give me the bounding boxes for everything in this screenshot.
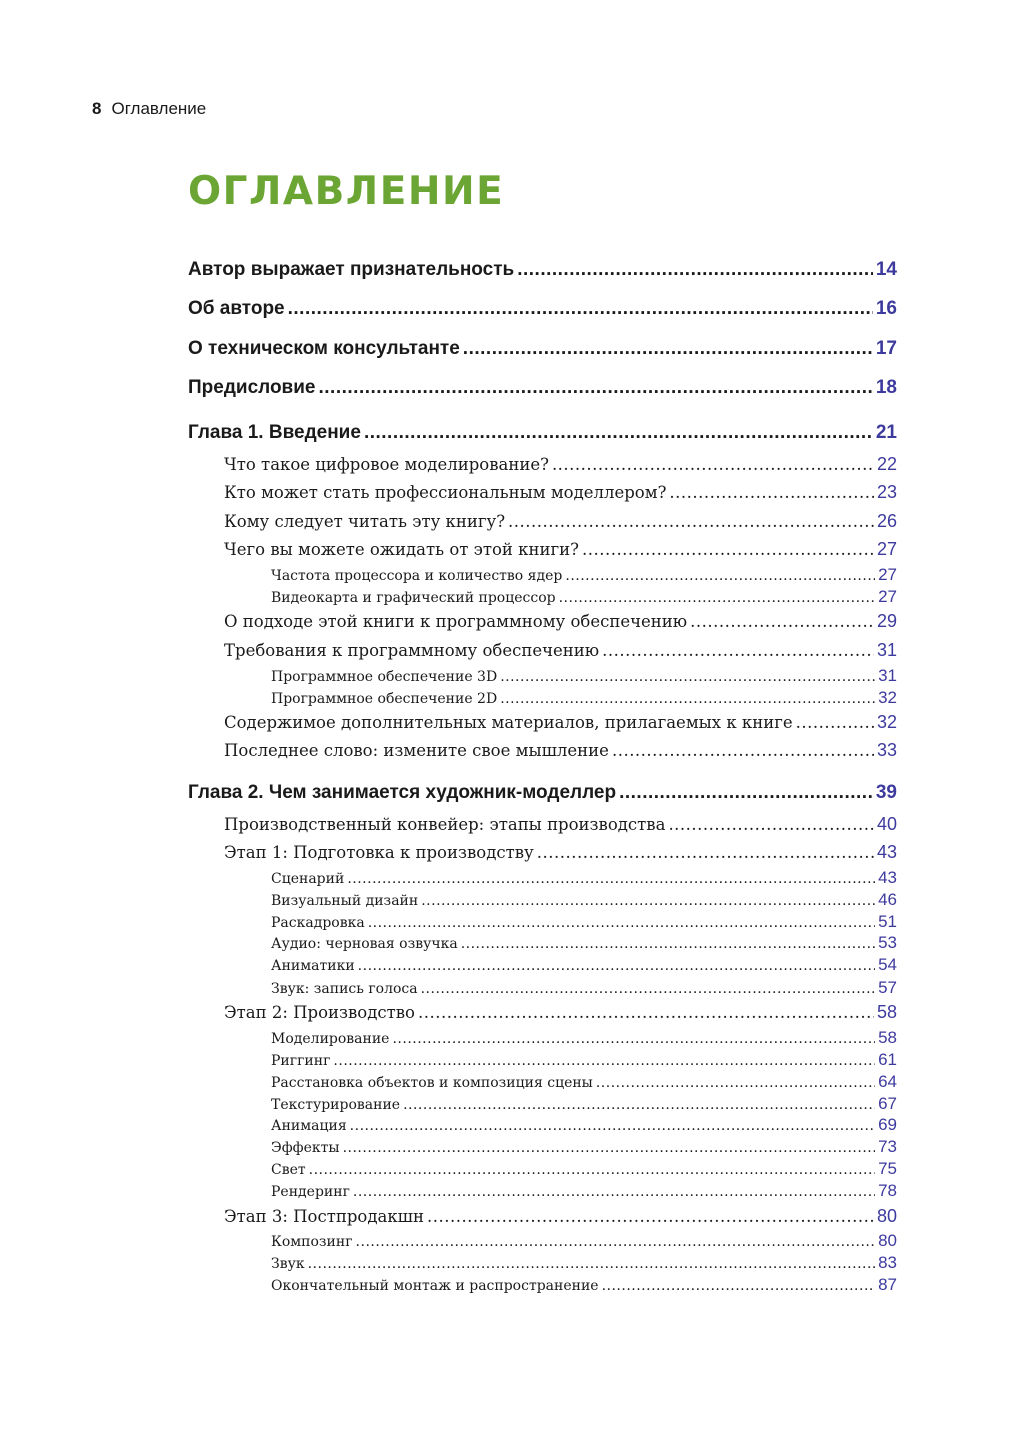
toc-entry-section[interactable] bbox=[224, 1206, 897, 1227]
toc-entry-label: Чего вы можете ожидать от этой книги? bbox=[224, 540, 579, 559]
toc-entry-label: Риггинг bbox=[271, 1053, 331, 1069]
toc-entry-page: 78 bbox=[878, 1181, 897, 1200]
toc-entry-subsection[interactable] bbox=[271, 1159, 897, 1179]
toc-entry-subsection[interactable] bbox=[271, 912, 897, 932]
dot-leader bbox=[669, 483, 874, 502]
dot-leader bbox=[619, 782, 873, 804]
toc-entry-label: Этап 2: Производство bbox=[224, 1003, 415, 1022]
toc-entry-section[interactable] bbox=[224, 611, 897, 632]
toc-entry-label: Расстановка объектов и композиция сцены bbox=[271, 1075, 593, 1091]
dot-leader bbox=[350, 1118, 875, 1134]
toc-entry-subsection[interactable] bbox=[271, 1231, 897, 1251]
toc-entry-label: Программное обеспечение 2D bbox=[271, 691, 498, 707]
toc-entry-section[interactable] bbox=[224, 814, 897, 835]
dot-leader bbox=[358, 958, 875, 974]
page-title: ОГЛАВЛЕНИЕ bbox=[188, 169, 505, 214]
toc-entry-label: Раскадровка bbox=[271, 915, 365, 931]
toc-entry-chapter-2[interactable] bbox=[188, 782, 897, 804]
dot-leader bbox=[508, 512, 874, 531]
running-head bbox=[92, 99, 206, 119]
dot-leader bbox=[333, 1053, 875, 1069]
dot-leader bbox=[500, 691, 875, 707]
toc-entry-page: 32 bbox=[878, 688, 897, 707]
toc-entry-subsection[interactable] bbox=[271, 1181, 897, 1201]
toc-entry-page: 58 bbox=[876, 1002, 897, 1022]
toc-entry-page: 27 bbox=[878, 587, 897, 606]
toc-entry-label: Анимация bbox=[271, 1118, 347, 1134]
toc-entry-page: 67 bbox=[878, 1094, 897, 1113]
toc-entry-page: 27 bbox=[878, 565, 897, 584]
toc-entry-page: 18 bbox=[875, 377, 897, 398]
toc-entry-label: Свет bbox=[271, 1162, 306, 1178]
dot-leader bbox=[463, 338, 873, 360]
toc-entry-page: 33 bbox=[876, 740, 897, 760]
dot-leader bbox=[343, 1140, 876, 1156]
toc-entry-subsection[interactable] bbox=[271, 1253, 897, 1273]
dot-leader bbox=[418, 1003, 874, 1022]
toc-entry-page: 26 bbox=[876, 511, 897, 531]
dot-leader bbox=[288, 298, 873, 320]
dot-leader bbox=[427, 1207, 874, 1226]
toc-entry-page: 80 bbox=[878, 1231, 897, 1250]
toc-entry-preface[interactable] bbox=[188, 377, 897, 399]
toc-entry-page: 17 bbox=[875, 338, 897, 359]
toc-entry-page: 57 bbox=[878, 978, 897, 997]
dot-leader bbox=[392, 1031, 875, 1047]
toc-entry-page: 51 bbox=[878, 912, 897, 931]
toc-entry-label: Звук bbox=[271, 1256, 305, 1272]
dot-leader bbox=[500, 669, 875, 685]
toc-entry-label: Кто может стать профессиональным моделлером? bbox=[224, 483, 667, 502]
toc-entry-label: О техническом консультанте bbox=[188, 338, 460, 359]
toc-entry-label: Аниматики bbox=[271, 958, 355, 974]
toc-entry-page: 14 bbox=[875, 259, 897, 280]
toc-entry-acknowledgements[interactable] bbox=[188, 259, 897, 281]
toc-entry-label: Видеокарта и графический процессор bbox=[271, 590, 556, 606]
toc-entry-section[interactable] bbox=[224, 454, 897, 475]
toc-entry-label: Моделирование bbox=[271, 1031, 390, 1047]
dot-leader bbox=[421, 981, 875, 997]
toc-entry-subsection[interactable] bbox=[271, 1275, 897, 1295]
dot-leader bbox=[421, 893, 875, 909]
toc-entry-subsection[interactable] bbox=[271, 688, 897, 708]
toc-entry-page: 73 bbox=[878, 1137, 897, 1156]
toc-entry-page: 23 bbox=[876, 482, 897, 502]
dot-leader bbox=[353, 1184, 875, 1200]
toc-entry-section[interactable] bbox=[224, 539, 897, 560]
toc-entry-label: Визуальный дизайн bbox=[271, 893, 419, 909]
toc-entry-label: Этап 1: Подготовка к производству bbox=[224, 843, 534, 862]
toc-entry-label: Композинг bbox=[271, 1234, 353, 1250]
toc-entry-page: 58 bbox=[878, 1028, 897, 1047]
toc-entry-section[interactable] bbox=[224, 482, 897, 503]
toc-entry-label: Звук: запись голоса bbox=[271, 981, 418, 997]
toc-entry-label: Содержимое дополнительных материалов, прилагаемых к книге bbox=[224, 713, 793, 732]
dot-leader bbox=[559, 590, 875, 606]
dot-leader bbox=[552, 455, 874, 474]
toc-entry-label: Рендеринг bbox=[271, 1184, 350, 1200]
toc-entry-subsection[interactable] bbox=[271, 1115, 897, 1135]
dot-leader bbox=[364, 422, 873, 444]
toc-entry-page: 61 bbox=[878, 1050, 897, 1069]
toc-entry-label: Окончательный монтаж и распространение bbox=[271, 1278, 599, 1294]
toc-entry-subsection[interactable] bbox=[271, 1137, 897, 1157]
toc-entry-page: 31 bbox=[878, 666, 897, 685]
toc-entry-label: Об авторе bbox=[188, 298, 285, 319]
dot-leader bbox=[347, 871, 875, 887]
toc-entry-label: Требования к программному обеспечению bbox=[224, 641, 600, 660]
toc-entry-subsection[interactable] bbox=[271, 1028, 897, 1048]
toc-entry-subsection[interactable] bbox=[271, 1072, 897, 1092]
toc-entry-label: Автор выражает признательность bbox=[188, 259, 515, 280]
dot-leader bbox=[582, 540, 874, 559]
toc-entry-subsection[interactable] bbox=[271, 933, 897, 953]
toc-entry-page: 54 bbox=[878, 955, 897, 974]
toc-entry-about-author[interactable] bbox=[188, 298, 897, 320]
toc-entry-subsection[interactable] bbox=[271, 1050, 897, 1070]
toc-entry-section[interactable] bbox=[224, 640, 897, 661]
toc-entry-page: 16 bbox=[875, 298, 897, 319]
toc-entry-page: 29 bbox=[876, 611, 897, 631]
toc-entry-label: Программное обеспечение 3D bbox=[271, 669, 498, 685]
toc-entry-label: Что такое цифровое моделирование? bbox=[224, 455, 549, 474]
toc-entry-subsection[interactable] bbox=[271, 565, 897, 585]
toc-entry-label: Производственный конвейер: этапы производства bbox=[224, 815, 666, 834]
toc-entry-page: 39 bbox=[875, 782, 897, 803]
dot-leader bbox=[461, 936, 875, 952]
running-head-page-number: 8 bbox=[92, 99, 102, 118]
dot-leader bbox=[517, 259, 873, 281]
dot-leader bbox=[308, 1256, 875, 1272]
toc-entry-chapter-1[interactable] bbox=[188, 422, 897, 444]
dot-leader bbox=[309, 1162, 875, 1178]
toc-entry-section[interactable] bbox=[224, 740, 897, 761]
toc-entry-page: 69 bbox=[878, 1115, 897, 1134]
toc-entry-page: 43 bbox=[876, 842, 897, 862]
toc-entry-subsection[interactable] bbox=[271, 868, 897, 888]
toc-entry-page: 53 bbox=[878, 933, 897, 952]
toc-entry-label: Этап 3: Постпродакшн bbox=[224, 1207, 424, 1226]
toc-entry-subsection[interactable] bbox=[271, 587, 897, 607]
dot-leader bbox=[602, 641, 874, 660]
dot-leader bbox=[690, 612, 874, 631]
toc-entry-label: Аудио: черновая озвучка bbox=[271, 936, 458, 952]
toc-entry-label: Частота процессора и количество ядер bbox=[271, 568, 563, 584]
toc-entry-page: 22 bbox=[876, 454, 897, 474]
dot-leader bbox=[796, 713, 874, 732]
toc-entry-label: Последнее слово: измените свое мышление bbox=[224, 741, 609, 760]
toc-entry-label: Текстурирование bbox=[271, 1097, 401, 1113]
toc-entry-label: Глава 1. Введение bbox=[188, 422, 361, 443]
toc-entry-subsection[interactable] bbox=[271, 978, 897, 998]
toc-entry-subsection[interactable] bbox=[271, 955, 897, 975]
toc-entry-page: 64 bbox=[878, 1072, 897, 1091]
toc-entry-page: 32 bbox=[876, 712, 897, 732]
running-head-section: Оглавление bbox=[111, 99, 207, 118]
toc-entry-label: Предисловие bbox=[188, 377, 316, 398]
toc-entry-page: 21 bbox=[875, 422, 897, 443]
toc-entry-label: Глава 2. Чем занимается художник-моделлер bbox=[188, 782, 617, 803]
toc-entry-section[interactable] bbox=[224, 511, 897, 532]
dot-leader bbox=[403, 1097, 875, 1113]
toc-entry-label: О подходе этой книги к программному обеспечению bbox=[224, 612, 688, 631]
toc-entry-subsection[interactable] bbox=[271, 890, 897, 910]
toc-entry-page: 43 bbox=[878, 868, 897, 887]
toc-entry-subsection[interactable] bbox=[271, 1094, 897, 1114]
toc-entry-page: 80 bbox=[876, 1206, 897, 1226]
dot-leader bbox=[612, 741, 874, 760]
toc-entry-section[interactable] bbox=[224, 842, 897, 863]
toc-entry-section[interactable] bbox=[224, 712, 897, 733]
dot-leader bbox=[368, 915, 875, 931]
toc-entry-label: Сценарий bbox=[271, 871, 345, 887]
toc-entry-label: Кому следует читать эту книгу? bbox=[224, 512, 506, 531]
dot-leader bbox=[596, 1075, 875, 1091]
toc-entry-label: Эффекты bbox=[271, 1140, 340, 1156]
toc-entry-page: 87 bbox=[878, 1275, 897, 1294]
dot-leader bbox=[565, 568, 875, 584]
dot-leader bbox=[668, 815, 874, 834]
toc-entry-page: 27 bbox=[876, 539, 897, 559]
toc-entry-page: 83 bbox=[878, 1253, 897, 1272]
toc-entry-page: 31 bbox=[876, 640, 897, 660]
toc-entry-page: 75 bbox=[878, 1159, 897, 1178]
toc-entry-page: 46 bbox=[878, 890, 897, 909]
dot-leader bbox=[356, 1234, 876, 1250]
toc-entry-subsection[interactable] bbox=[271, 666, 897, 686]
toc-entry-tech-reviewer[interactable] bbox=[188, 338, 897, 360]
dot-leader bbox=[537, 843, 874, 862]
dot-leader bbox=[602, 1278, 876, 1294]
dot-leader bbox=[319, 377, 873, 399]
toc-entry-page: 40 bbox=[876, 814, 897, 834]
toc-entry-section[interactable] bbox=[224, 1002, 897, 1023]
